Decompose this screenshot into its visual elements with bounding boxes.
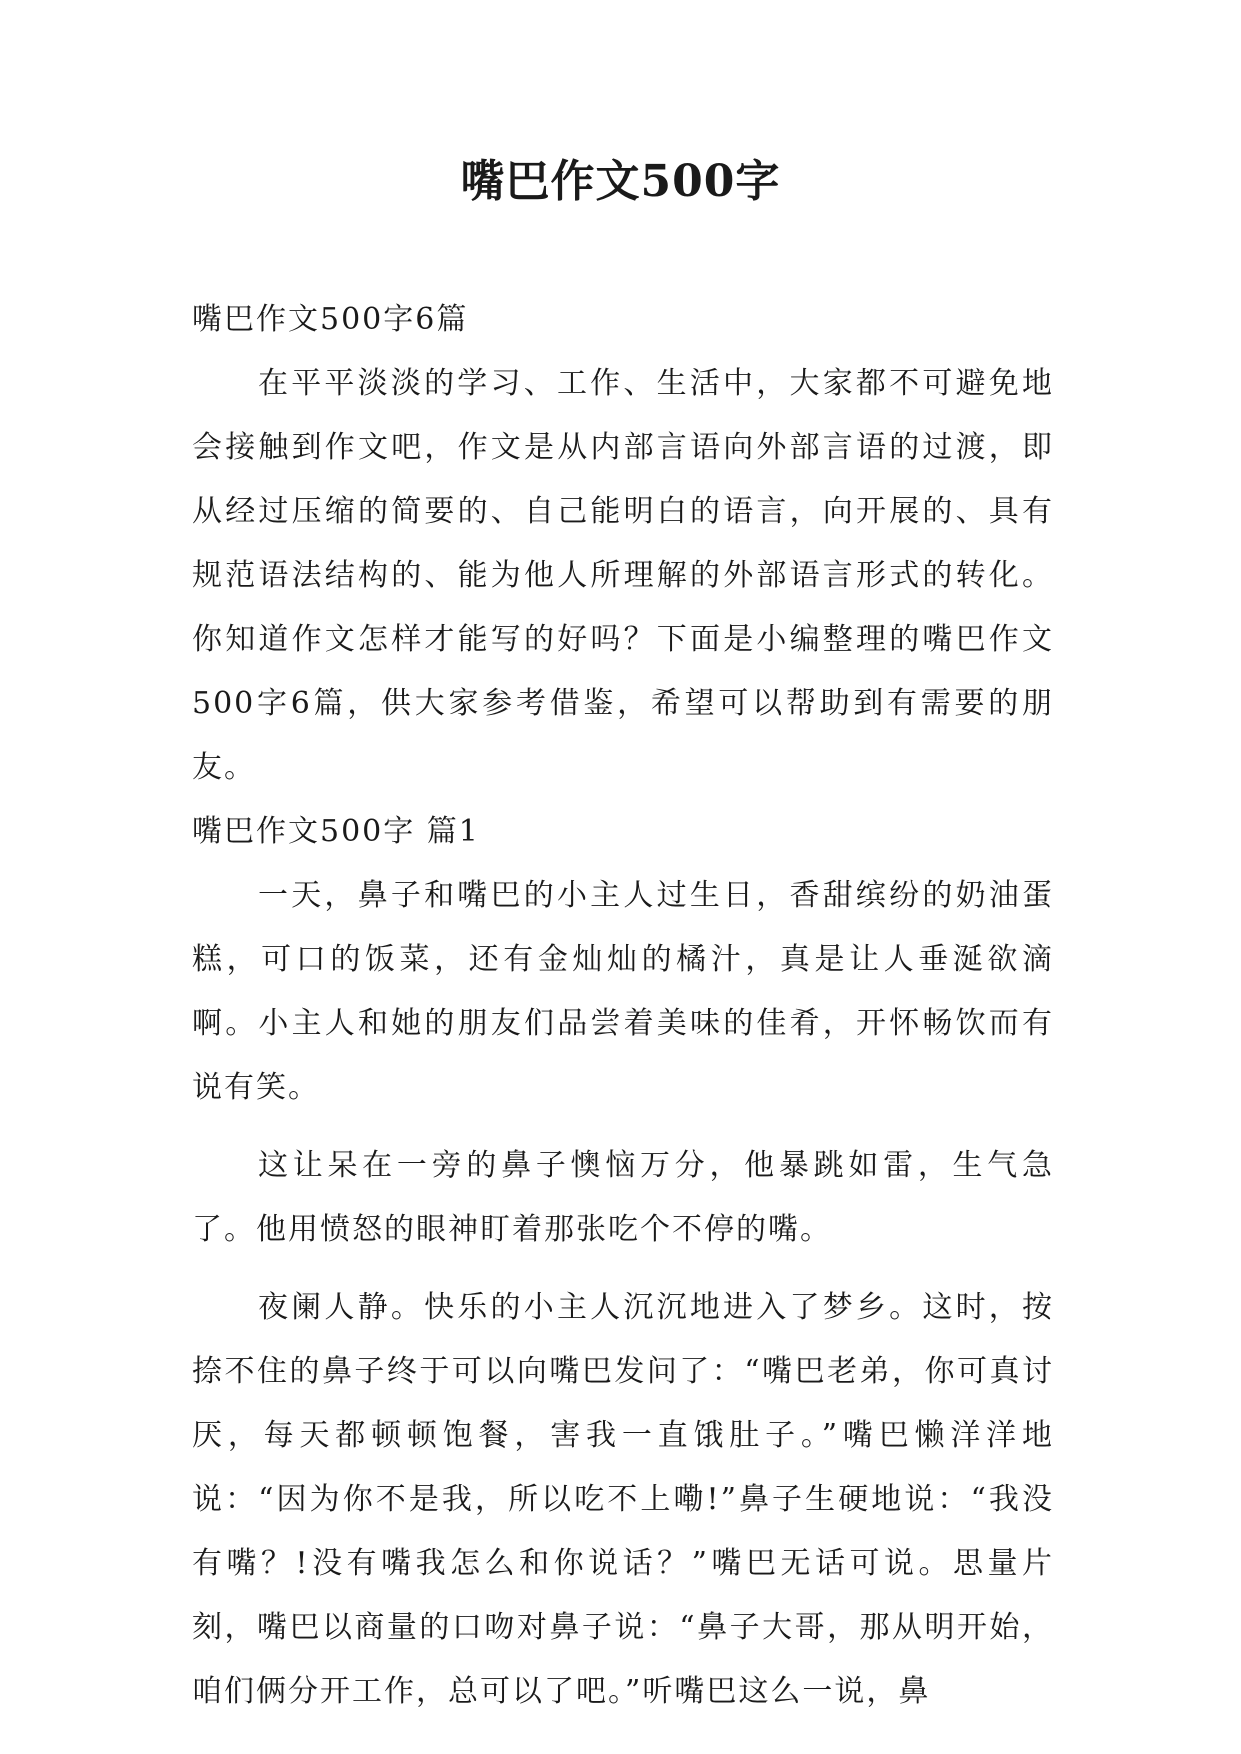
section-heading: 嘴巴作文500字 篇1 — [192, 814, 480, 849]
intro-paragraph: 在平平淡淡的学习、工作、生活中，大家都不可避免地会接触到作文吧，作文是从内部言语向外部言语的过渡，即从经过压缩的简要的、自己能明白的语言，向开展的、具有规范语法结构的、能为他人所理解的外部语言形式的转化。你知道作文怎样才能写的好吗？下面是小编整理的嘴巴作文500字6篇，供大家参考借鉴，希望可以帮助到有需要的朋友。 — [192, 366, 1054, 785]
body-paragraph: 一天，鼻子和嘴巴的小主人过生日，香甜缤纷的奶油蛋糕，可口的饭菜，还有金灿灿的橘汁，真是让人垂涎欲滴啊。小主人和她的朋友们品尝着美味的佳肴，开怀畅饮而有说有笑。 — [192, 878, 1054, 1105]
body-paragraph: 这让呆在一旁的鼻子懊恼万分，他暴跳如雷，生气急了。他用愤怒的眼神盯着那张吃个不停的嘴。 — [192, 1148, 1054, 1247]
document-subtitle: 嘴巴作文500字6篇 — [192, 302, 469, 337]
document-title: 嘴巴作文500字 — [460, 156, 781, 207]
document-body — [192, 288, 1054, 1724]
body-paragraph: 夜阑人静。快乐的小主人沉沉地进入了梦乡。这时，按捺不住的鼻子终于可以向嘴巴发问了：“嘴巴老弟，你可真讨厌，每天都顿顿饱餐，害我一直饿肚子。”嘴巴懒洋洋地说：“因为你不是我，所以吃不上嘞!”鼻子生硬地说：“我没有嘴？!没有嘴我怎么和你说话？”嘴巴无话可说。思量片刻，嘴巴以商量的口吻对鼻子说：“鼻子大哥，那从明开始，咱们俩分开工作，总可以了吧。”听嘴巴这么一说，鼻 — [192, 1290, 1054, 1709]
